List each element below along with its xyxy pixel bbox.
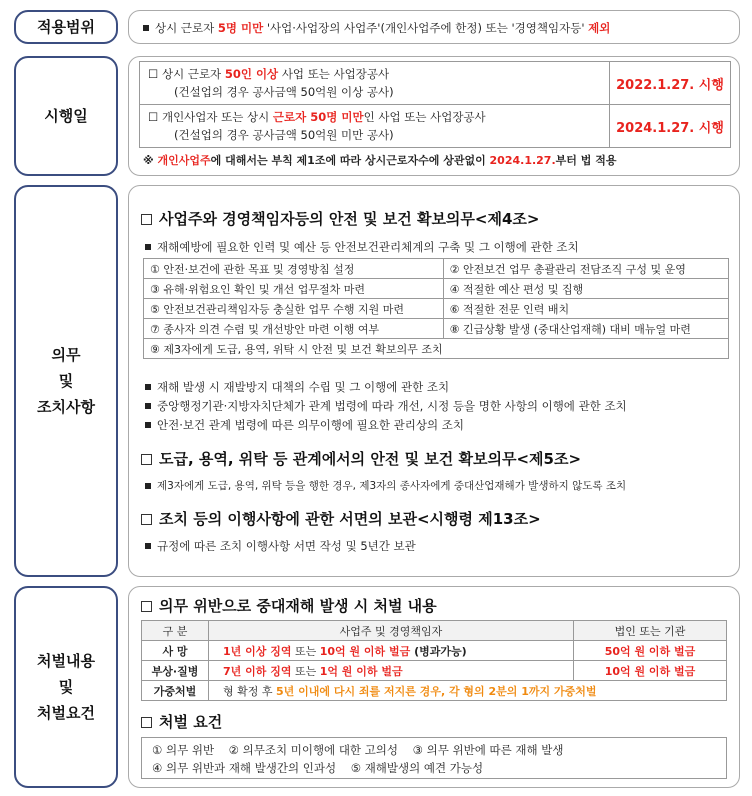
bullet-icon [143,25,149,31]
duty-bullet: 안전·보건 관계 법령에 따른 의무이행에 필요한 관리상의 조치 [145,417,464,433]
bullet-icon [145,403,151,409]
table-row: 사 망 1년 이상 징역 또는 10억 원 이하 벌금 (병과가능) 50억 원 이하 벌금 [142,641,727,661]
scope-label: 적용범위 [14,10,118,44]
table-header-row: 구 분 사업주 및 경영책임자 법인 또는 기관 [142,621,727,641]
effective-panel [128,56,740,176]
effective-label: 시행일 [14,56,118,176]
bullet-icon [145,384,151,390]
duties-panel [128,185,740,577]
scope-panel [128,10,740,44]
scope-text: 상시 근로자 5명 미만 '사업·사업장의 사업주'(개인사업주에 한정) 또는 '경영책임자등' 제외 [143,20,610,36]
checkbox-icon [141,454,152,465]
checkbox-icon [141,514,152,525]
penalty-req-title: 처벌 요건 [141,711,222,732]
penalty-section-title: 의무 위반으로 중대재해 발생 시 처벌 내용 [141,595,437,616]
duties-label: 의무 및 조치사항 [14,185,118,577]
duty-bullet: 규정에 따른 조치 이행사항 서면 작성 및 5년간 보관 [145,538,416,554]
req-line: ① 의무 위반 ② 의무조치 미이행에 대한 고의성 ③ 의무 위반에 따른 재해 발생 [152,743,564,757]
penalty-table [141,620,727,701]
checkbox-icon [141,601,152,612]
duty-section-title: 사업주와 경영책임자등의 안전 및 보건 확보의무<제4조> [141,208,539,229]
bullet-icon [145,483,151,489]
checkbox-icon [141,214,152,225]
bullet-icon [145,543,151,549]
req-line: ④ 의무 위반과 재해 발생간의 인과성 ⑤ 재해발생의 예견 가능성 [152,761,484,775]
table-row: ⑤ 안전보건관리책임자등 충실한 업무 수행 지원 마련 ⑥ 적절한 전문 인력 배치 [144,299,729,319]
duty-bullet: 재해 발생 시 재발방지 대책의 수립 및 그 이행에 관한 조치 [145,379,449,395]
effective-row: ☐ 상시 근로자 50인 이상 사업 또는 사업장공사 (건설업의 경우 공사금액 50억원 이상 공사) 2022.1.27. 시행 [140,62,731,105]
penalty-panel [128,586,740,788]
bullet-icon [145,422,151,428]
table-row: ⑦ 종사자 의견 수렴 및 개선방안 마련 이행 여부 ⑧ 긴급상황 발생 (중대산업재해) 대비 매뉴얼 마련 [144,319,729,339]
duty-section-title: 조치 등의 이행사항에 관한 서면의 보관<시행령 제13조> [141,508,541,529]
bullet-icon [145,244,151,250]
effective-table [139,61,731,148]
duty-grid [143,258,729,359]
effective-date: 2022.1.27. 시행 [610,62,731,105]
duty-bullet: 재해예방에 필요한 인력 및 예산 등 안전보건관리체계의 구축 및 그 이행에 관한 조치 [145,239,579,255]
effective-note: ※ 개인사업주에 대해서는 부칙 제1조에 따라 상시근로자수에 상관없이 2024.1.27.부터 법 적용 [143,154,617,167]
table-row: ① 안전·보건에 관한 목표 및 경영방침 설정 ② 안전보건 업무 총괄관리 전담조직 구성 및 운영 [144,259,729,279]
duty-section-title: 도급, 용역, 위탁 등 관계에서의 안전 및 보건 확보의무<제5조> [141,448,581,469]
duty-bullet: 제3자에게 도급, 용역, 위탁 등을 행한 경우, 제3자의 종사자에게 중대산업재해가 발생하지 않도록 조치 [145,478,626,493]
table-row: 부상·질병 7년 이하 징역 또는 1억 원 이하 벌금 10억 원 이하 벌금 [142,661,727,681]
checkbox-icon [141,717,152,728]
table-row: 가중처벌 형 확정 후 5년 이내에 다시 죄를 저지른 경우, 각 형의 2분의 1까지 가중처벌 [142,681,727,701]
effective-date: 2024.1.27. 시행 [610,105,731,148]
effective-row: ☐ 개인사업자 또는 상시 근로자 50명 미만인 사업 또는 사업장공사 (건설업의 경우 공사금액 50억원 미만 공사) 2024.1.27. 시행 [140,105,731,148]
table-row: ⑨ 제3자에게 도급, 용역, 위탁 시 안전 및 보건 확보의무 조치 [144,339,729,359]
penalty-req-box [141,737,727,779]
penalty-label: 처벌내용 및 처벌요건 [14,586,118,788]
table-row: ③ 유해·위험요인 확인 및 개선 업무절차 마련 ④ 적절한 예산 편성 및 집행 [144,279,729,299]
duty-bullet: 중앙행정기관·지방자치단체가 관계 법령에 따라 개선, 시정 등을 명한 사항의 이행에 관한 조치 [145,398,627,414]
